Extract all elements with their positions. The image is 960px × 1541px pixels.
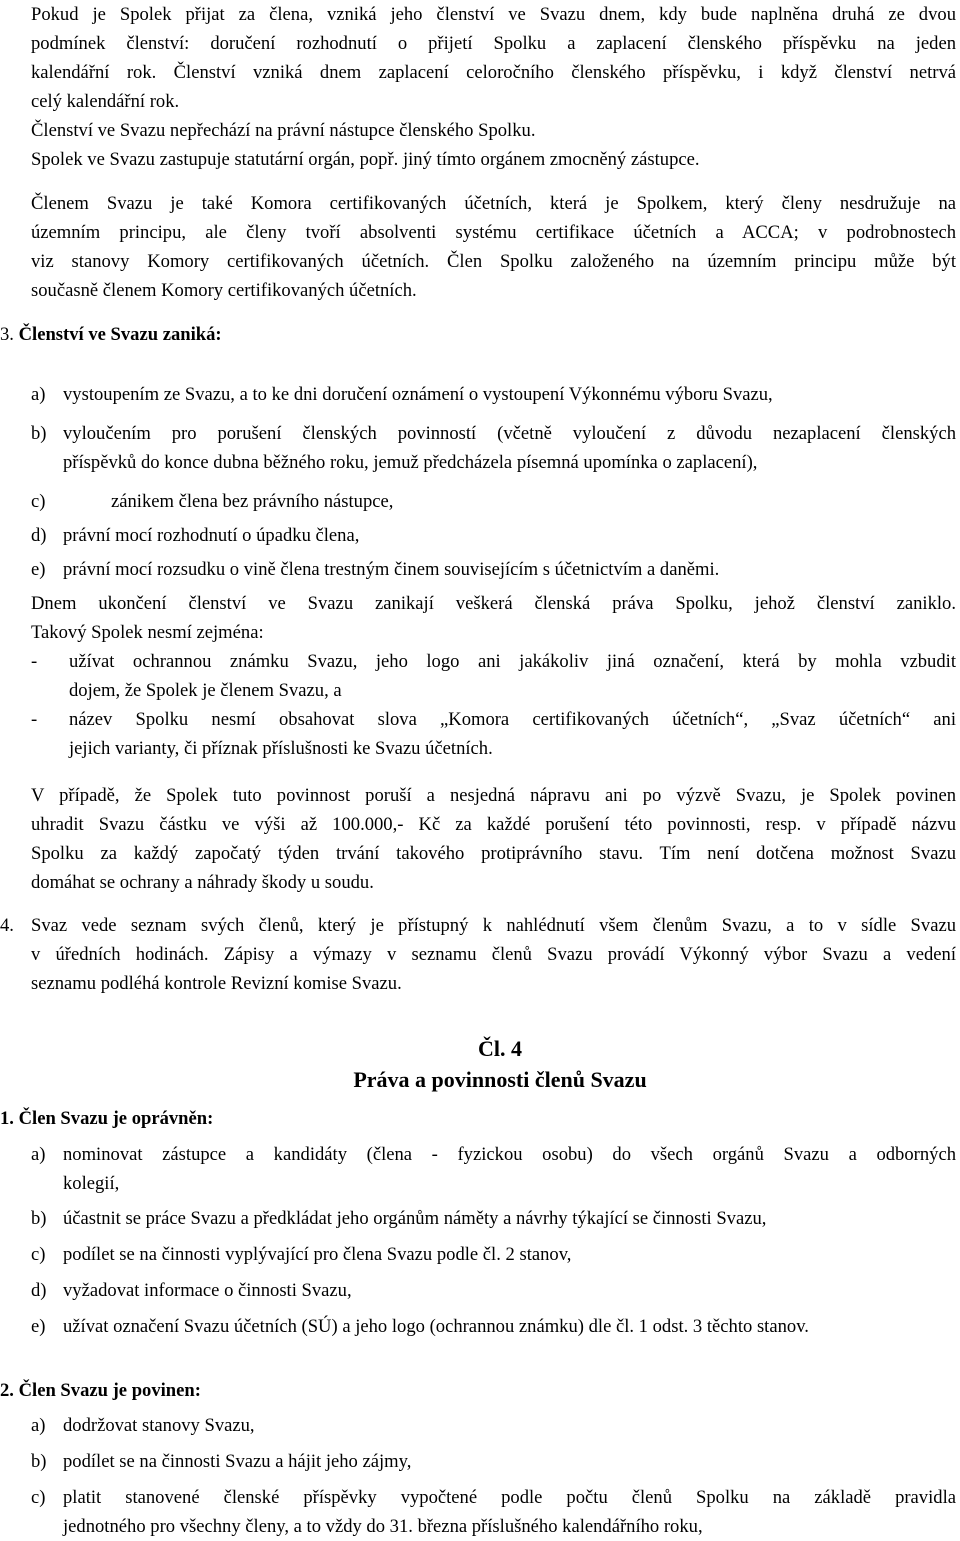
text-line: Pokud je Spolek přijat za člena, vzniká jeho členství ve Svazu dnem, kdy bude naplněna druhá ze dvou xyxy=(31,4,956,25)
list-item xyxy=(31,1276,956,1312)
list-item xyxy=(31,1204,956,1240)
item-label: c) xyxy=(31,1487,46,1508)
list-item xyxy=(31,380,956,419)
text-line: domáhat se ochrany a náhrady škody u soudu. xyxy=(31,872,374,893)
section-3-dash-list xyxy=(31,647,956,763)
list-item xyxy=(31,521,956,555)
item-label: e) xyxy=(31,1316,46,1337)
list-item xyxy=(31,419,956,487)
section-number: 4. xyxy=(0,915,14,936)
item-label: b) xyxy=(31,1208,47,1229)
item-text xyxy=(63,419,956,487)
section-title: Členství ve Svazu zaniká: xyxy=(18,324,222,345)
text-line: vyloučením pro porušení členských povinností (včetně vyloučení z důvodu nezaplacení členských xyxy=(63,423,956,444)
intro-paragraph-2: Členství ve Svazu nepřechází na právní nástupce členského Spolku. xyxy=(31,120,536,141)
dash-item xyxy=(31,647,956,705)
item-label: a) xyxy=(31,384,46,405)
text-line: současně členem Komory certifikovaných účetních. xyxy=(31,280,417,301)
list-item xyxy=(31,1240,956,1276)
penalty-paragraph xyxy=(31,781,956,897)
item-text: zánikem člena bez právního nástupce, xyxy=(111,491,394,512)
dash-bullet: - xyxy=(31,651,38,672)
text-line: Takový Spolek nesmí zejména: xyxy=(31,622,264,643)
item-label: e) xyxy=(31,559,46,580)
text-line: podmínek členství: doručení rozhodnutí o přijetí Spolku a zaplacení členského příspěvku na jeden xyxy=(31,33,956,54)
list-item xyxy=(31,1447,956,1483)
text-line: Členem Svazu je také Komora certifikovaných účetních, která je Spolkem, který členy nesdružuje na xyxy=(31,193,956,214)
item-text xyxy=(63,1140,956,1204)
text-line: územním principu, ale členy tvoří absolventi systému certifikace účetních a ACCA; v podrobnostech xyxy=(31,222,956,243)
chapter-title: Práva a povinnosti členů Svazu xyxy=(353,1067,647,1092)
list-item xyxy=(31,1483,956,1541)
intro-paragraph-1 xyxy=(31,0,956,116)
text-line: v úředních hodinách. Zápisy a výmazy v seznamu členů Svazu provádí Výkonný výbor Svazu a vedení xyxy=(31,944,956,965)
dash-item xyxy=(31,705,956,763)
text-line: Svaz vede seznam svých členů, který je přístupný k nahlédnutí všem členům Svazu, a to v sídle Svazu xyxy=(31,915,956,936)
section-4 xyxy=(0,911,956,998)
item-label: d) xyxy=(31,525,47,546)
list-item xyxy=(31,487,956,521)
text-line: nominovat zástupce a kandidáty (člena - fyzickou osobu) do všech orgánů Svazu a odborných xyxy=(63,1144,956,1165)
item-text: dodržovat stanovy Svazu, xyxy=(63,1415,255,1436)
duties-list xyxy=(31,1411,956,1541)
item-label: b) xyxy=(31,1451,47,1472)
duties-heading: 2. Člen Svazu je povinen: xyxy=(0,1380,201,1401)
intro-paragraph-3: Spolek ve Svazu zastupuje statutární orgán, popř. jiný tímto orgánem zmocněný zástupce. xyxy=(31,149,700,170)
text-line: kalendářní rok. Členství vzniká dnem zaplacení celoročního členského příspěvku, i když členství netrvá xyxy=(31,62,956,83)
section-3-after xyxy=(31,589,956,647)
item-text xyxy=(63,1483,956,1541)
text-line: Spolku za každý započatý týden trvání takového protiprávního stavu. Tím není dotčena možnost Svazu xyxy=(31,843,956,864)
text-line: jednotného pro všechny členy, a to vždy do 31. března příslušného kalendářního roku, xyxy=(63,1516,703,1537)
text-line: viz stanovy Komory certifikovaných účetních. Člen Spolku založeného na územním principu může být xyxy=(31,251,956,272)
text-line: uhradit Svazu částku ve výši až 100.000,- Kč za každé porušení této povinnosti, resp. v případě názvu xyxy=(31,814,956,835)
text-line: Dnem ukončení členství ve Svazu zanikají veškerá členská práva Spolku, jehož členství zaniklo. xyxy=(31,593,956,614)
section-3-list xyxy=(31,380,956,589)
text-line: užívat ochrannou známku Svazu, jeho logo ani jakákoliv jiná označení, která by mohla vzbudit xyxy=(69,651,956,672)
intro-paragraph-4 xyxy=(31,189,956,305)
item-text: podílet se na činnosti Svazu a hájit jeho zájmy, xyxy=(63,1451,412,1472)
section-number: 3. xyxy=(0,324,14,345)
text-line: platit stanovené členské příspěvky vypočtené podle počtu členů Spolku na základě pravidla xyxy=(63,1487,956,1508)
text-line: seznamu podléhá kontrole Revizní komise Svazu. xyxy=(31,973,402,994)
list-item xyxy=(31,555,956,589)
item-text xyxy=(69,705,956,763)
item-label: c) xyxy=(31,1244,46,1265)
item-text: právní mocí rozsudku o vině člena trestným činem souvisejícím s účetnictvím a daněmi. xyxy=(63,559,720,580)
list-item xyxy=(31,1411,956,1447)
text-line: celý kalendářní rok. xyxy=(31,91,180,112)
item-text: vystoupením ze Svazu, a to ke dni doručení oznámení o vystoupení Výkonnému výboru Svazu, xyxy=(63,384,773,405)
list-item xyxy=(31,1312,956,1348)
list-item xyxy=(31,1140,956,1204)
item-label: d) xyxy=(31,1280,47,1301)
text-line: název Spolku nesmí obsahovat slova „Komora certifikovaných účetních“, „Svaz účetních“ ani xyxy=(69,709,956,730)
item-text: právní mocí rozhodnutí o úpadku člena, xyxy=(63,525,360,546)
chapter-heading xyxy=(0,1033,960,1095)
item-label: a) xyxy=(31,1415,46,1436)
text-line: příspěvků do konce dubna běžného roku, jemuž předcházela písemná upomínka o zaplacení), xyxy=(63,452,758,473)
item-label: c) xyxy=(31,491,46,512)
item-text xyxy=(69,647,956,705)
text-line: jejich varianty, či příznak příslušnosti ke Svazu účetních. xyxy=(69,738,493,759)
chapter-number: Čl. 4 xyxy=(478,1036,522,1061)
rights-list xyxy=(31,1140,956,1348)
text-line: V případě, že Spolek tuto povinnost poruší a nesjedná nápravu ani po výzvě Svazu, je Spolek povinen xyxy=(31,785,956,806)
item-label: a) xyxy=(31,1144,46,1165)
text-line: kolegií, xyxy=(63,1173,120,1194)
dash-bullet: - xyxy=(31,709,38,730)
section-4-text xyxy=(31,911,956,998)
text-line: dojem, že Spolek je členem Svazu, a xyxy=(69,680,342,701)
item-text: podílet se na činnosti vyplývající pro člena Svazu podle čl. 2 stanov, xyxy=(63,1244,572,1265)
section-3-heading xyxy=(0,320,222,349)
item-text: vyžadovat informace o činnosti Svazu, xyxy=(63,1280,352,1301)
item-label: b) xyxy=(31,423,47,444)
item-text: užívat označení Svazu účetních (SÚ) a jeho logo (ochrannou známku) dle čl. 1 odst. 3 těchto stanov. xyxy=(63,1316,809,1337)
rights-heading: 1. Člen Svazu je oprávněn: xyxy=(0,1108,214,1129)
item-text: účastnit se práce Svazu a předkládat jeho orgánům náměty a návrhy týkající se činnosti Svazu, xyxy=(63,1208,767,1229)
